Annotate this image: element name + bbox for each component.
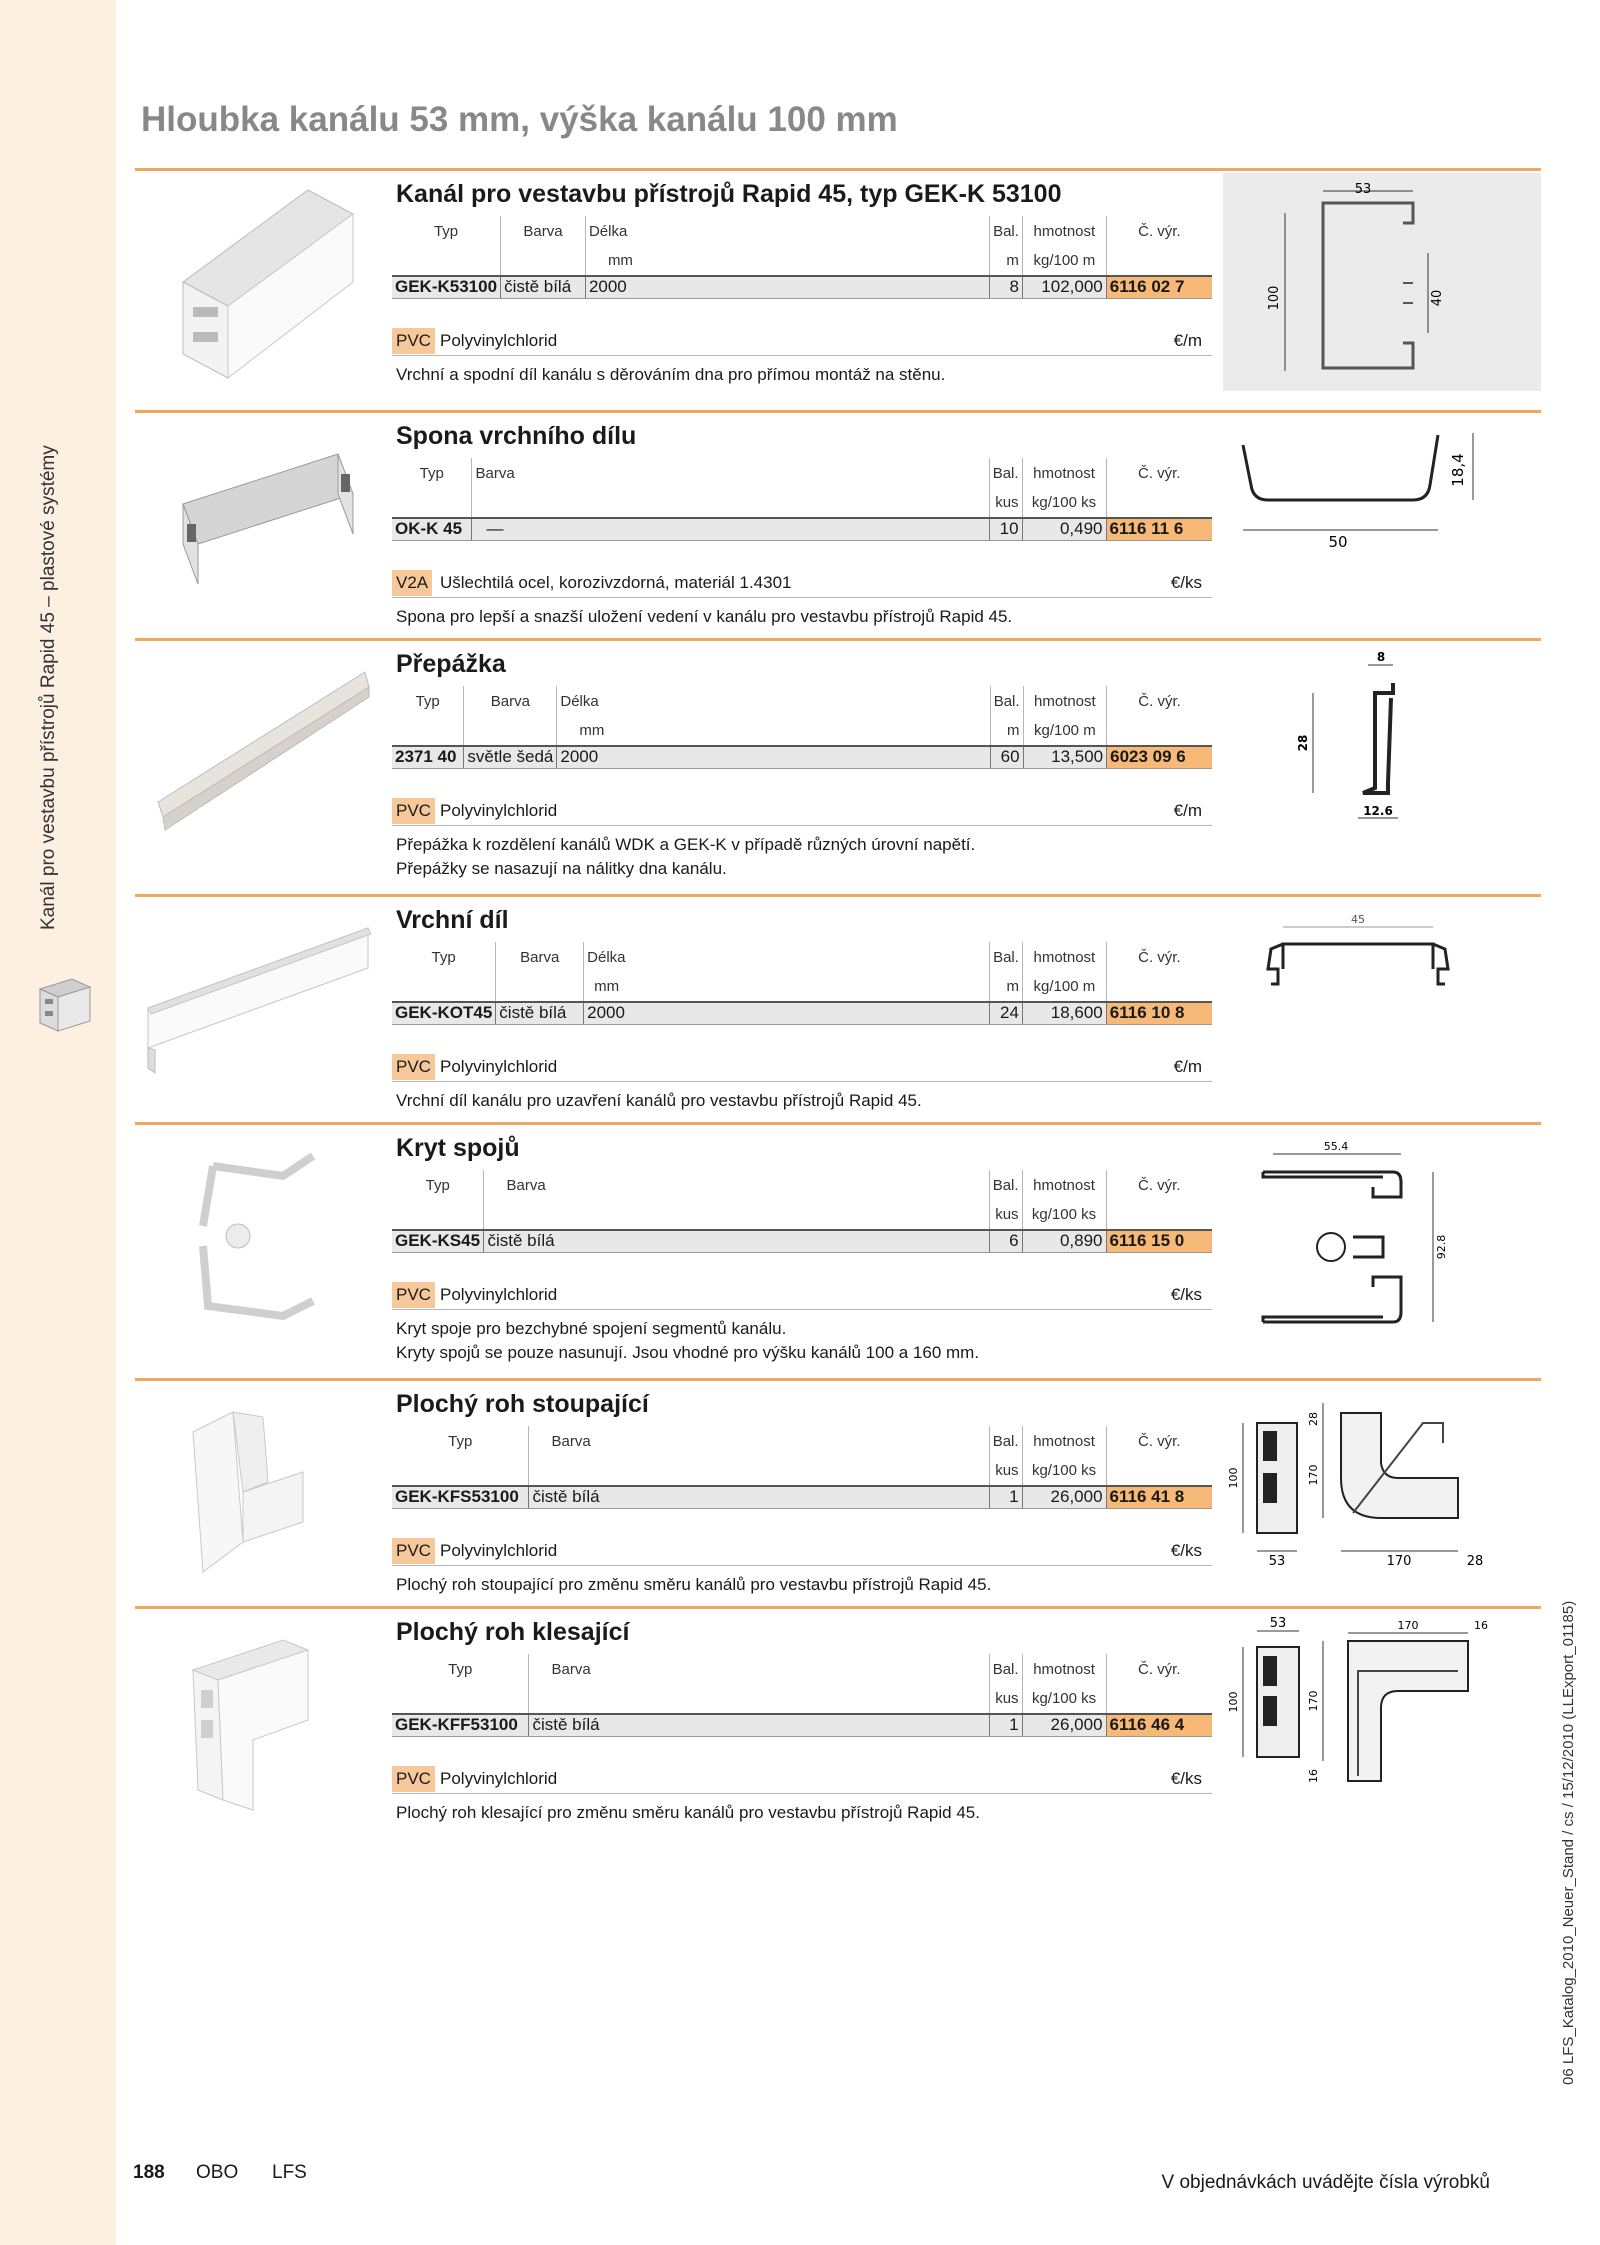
dim-height: 92.8 xyxy=(1435,1234,1448,1260)
divider xyxy=(392,1565,1212,1566)
col-bal: Bal. xyxy=(990,942,1023,972)
product-table xyxy=(392,942,1212,1025)
cell-barva: čistě bílá xyxy=(529,1486,989,1508)
left-color-band xyxy=(0,0,116,2245)
material-code: PVC xyxy=(392,328,435,354)
cell-delka: 2000 xyxy=(557,746,990,768)
material-name: Polyvinylchlorid xyxy=(440,1057,558,1076)
cell-bal: 1 xyxy=(989,1714,1022,1736)
product-section-kryt-spoju xyxy=(135,1122,1541,1362)
cell-typ: OK-K 45 xyxy=(392,518,472,540)
product-section-ok-k45 xyxy=(135,410,1541,638)
price-unit: €/ks xyxy=(1170,1285,1202,1304)
technical-drawing xyxy=(1223,173,1541,391)
description: Kryt spoje pro bezchybné spojení segmentů kanálu. Kryty spojů se pouze nasunují. Jsou vhodné pro výšku kanálů 100 a 160 mm. xyxy=(396,1319,980,1362)
divider xyxy=(392,355,1212,356)
dim-height-a: 100 xyxy=(1227,1467,1240,1489)
dim-end: 16 xyxy=(1474,1619,1488,1632)
col-hmotnost: hmotnost xyxy=(1022,216,1106,246)
cell-bal: 10 xyxy=(989,518,1022,540)
product-table xyxy=(392,686,1212,769)
cell-barva: světle šedá xyxy=(464,746,557,768)
material-code: PVC xyxy=(392,1766,435,1792)
col-bal: Bal. xyxy=(989,1426,1022,1456)
cell-cislo: 6116 46 4 xyxy=(1106,1714,1212,1736)
section-divider xyxy=(135,168,1541,171)
dim-inner: 40 xyxy=(1430,289,1445,307)
product-image-channel xyxy=(143,182,373,388)
col-hmotnost: hmotnost xyxy=(1023,686,1107,716)
material-row xyxy=(392,1054,1212,1080)
technical-drawing xyxy=(1223,415,1541,633)
section-divider xyxy=(135,410,1541,413)
technical-drawing xyxy=(1223,1383,1541,1601)
divider xyxy=(392,1309,1212,1310)
table-row xyxy=(392,276,1212,298)
price-unit: €/m xyxy=(1173,1057,1202,1076)
col-cislo: Č. výr. xyxy=(1106,942,1212,972)
cell-barva: čistě bílá xyxy=(496,1002,584,1024)
dim-end: 28 xyxy=(1466,1554,1484,1569)
divider xyxy=(392,1793,1212,1794)
unit-bal: m xyxy=(990,716,1023,746)
section-title: Kryt spojů xyxy=(396,1134,520,1162)
cell-typ: GEK-K53100 xyxy=(392,276,501,298)
product-section-gek-k53100 xyxy=(135,168,1541,396)
product-image-flat-corner-rising xyxy=(143,1392,373,1598)
product-image-divider xyxy=(143,652,373,858)
unit-bal: kus xyxy=(989,1200,1022,1230)
material-name: Polyvinylchlorid xyxy=(440,1769,558,1788)
table-row xyxy=(392,518,1212,540)
col-barva: Barva xyxy=(501,216,586,246)
material-row xyxy=(392,1538,1212,1564)
product-section-prepazka xyxy=(135,638,1541,878)
col-typ: Typ xyxy=(431,948,456,966)
cell-barva: — xyxy=(472,518,989,540)
product-table xyxy=(392,1654,1212,1737)
cell-bal: 1 xyxy=(989,1486,1022,1508)
cell-typ: GEK-KFF53100 xyxy=(392,1714,529,1736)
col-cislo: Č. výr. xyxy=(1106,216,1212,246)
price-unit: €/m xyxy=(1173,801,1202,820)
unit-bal: m xyxy=(990,246,1023,276)
cell-barva: čistě bílá xyxy=(501,276,586,298)
material-row xyxy=(392,570,1212,596)
cell-hmotnost: 18,600 xyxy=(1022,1002,1106,1024)
dim-vertical: 170 xyxy=(1307,1464,1320,1486)
col-hmotnost: hmotnost xyxy=(1022,458,1106,488)
cell-bal: 24 xyxy=(990,1002,1023,1024)
cell-hmotnost: 0,490 xyxy=(1022,518,1106,540)
dim-top: 8 xyxy=(1376,650,1386,664)
cell-cislo: 6116 10 8 xyxy=(1106,1002,1212,1024)
section-title: Vrchní díl xyxy=(396,906,509,934)
material-row xyxy=(392,1282,1212,1308)
material-code: V2A xyxy=(392,570,432,596)
product-section-roh-klesajici xyxy=(135,1606,1541,1834)
cell-cislo: 6116 15 0 xyxy=(1106,1230,1212,1252)
cell-hmotnost: 26,000 xyxy=(1022,1486,1106,1508)
col-hmotnost: hmotnost xyxy=(1022,1170,1106,1200)
dim-depth: 53 xyxy=(1268,1554,1286,1569)
catalog-name: LFS xyxy=(272,2162,307,2183)
cell-cislo: 6116 02 7 xyxy=(1106,276,1212,298)
material-row xyxy=(392,1766,1212,1792)
col-barva: Barva xyxy=(496,942,584,972)
dim-bottom: 12.6 xyxy=(1363,804,1393,818)
dim-height: 28 xyxy=(1296,734,1310,752)
section-title: Přepážka xyxy=(396,650,506,678)
col-barva: Barva xyxy=(464,686,557,716)
section-divider xyxy=(135,1122,1541,1125)
cell-typ: GEK-KOT45 xyxy=(392,1002,496,1024)
divider xyxy=(392,1081,1212,1082)
cell-cislo: 6023 09 6 xyxy=(1107,746,1212,768)
col-cislo: Č. výr. xyxy=(1106,458,1212,488)
unit-delka: mm xyxy=(557,716,990,746)
description: Vrchní díl kanálu pro uzavření kanálů pro vestavbu přístrojů Rapid 45. xyxy=(396,1091,922,1110)
price-unit: €/m xyxy=(1173,331,1202,350)
col-barva: Barva xyxy=(529,1426,989,1456)
technical-drawing xyxy=(1223,899,1541,1117)
description: Plochý roh klesající pro změnu směru kanálů pro vestavbu přístrojů Rapid 45. xyxy=(396,1803,980,1822)
material-name: Polyvinylchlorid xyxy=(440,1541,558,1560)
col-bal: Bal. xyxy=(989,1654,1022,1684)
section-title: Plochý roh klesající xyxy=(396,1618,630,1646)
material-code: PVC xyxy=(392,798,435,824)
unit-hmotnost: kg/100 ks xyxy=(1022,1684,1106,1714)
col-typ: Typ xyxy=(425,1176,450,1194)
unit-bal: m xyxy=(990,972,1023,1002)
unit-hmotnost: kg/100 m xyxy=(1022,972,1106,1002)
material-name: Polyvinylchlorid xyxy=(440,1285,558,1304)
product-image-joint-cover xyxy=(143,1136,373,1342)
col-typ: Typ xyxy=(419,464,444,482)
section-title: Plochý roh stoupající xyxy=(396,1390,649,1418)
col-typ: Typ xyxy=(433,222,459,240)
dim-width: 45 xyxy=(1351,913,1365,926)
footer-note: V objednávkách uvádějte čísla výrobků xyxy=(1161,2172,1490,2193)
col-typ: Typ xyxy=(448,1432,473,1450)
dim-width: 53 xyxy=(1354,182,1372,197)
cell-barva: čistě bílá xyxy=(484,1230,989,1252)
unit-hmotnost: kg/100 ks xyxy=(1022,1456,1106,1486)
cell-hmotnost: 26,000 xyxy=(1022,1714,1106,1736)
col-barva: Barva xyxy=(529,1654,989,1684)
cell-bal: 6 xyxy=(989,1230,1022,1252)
product-section-vrchni-dil xyxy=(135,894,1541,1122)
product-image-top-part xyxy=(143,908,373,1114)
description: Vrchní a spodní díl kanálu s děrováním dna pro přímou montáž na stěnu. xyxy=(396,365,946,384)
col-typ: Typ xyxy=(448,1660,473,1678)
material-name: Ušlechtilá ocel, korozivzdorná, materiál 1.4301 xyxy=(440,573,792,592)
col-cislo: Č. výr. xyxy=(1106,1654,1212,1684)
col-barva: Barva xyxy=(484,1170,989,1200)
material-name: Polyvinylchlorid xyxy=(440,331,558,350)
section-divider xyxy=(135,1606,1541,1609)
col-cislo: Č. výr. xyxy=(1106,1426,1212,1456)
table-row xyxy=(392,1002,1212,1024)
dim-height: 100 xyxy=(1227,1691,1240,1713)
table-row xyxy=(392,1486,1212,1508)
technical-drawing xyxy=(1223,1127,1541,1345)
dim-bottom: 16 xyxy=(1307,1769,1320,1783)
col-delka: Délka xyxy=(557,686,990,716)
table-row xyxy=(392,1230,1212,1252)
dim-height: 100 xyxy=(1267,285,1282,311)
material-row xyxy=(392,328,1212,354)
cell-hmotnost: 13,500 xyxy=(1023,746,1107,768)
col-bal: Bal. xyxy=(990,216,1023,246)
col-cislo: Č. výr. xyxy=(1107,686,1212,716)
material-name: Polyvinylchlorid xyxy=(440,801,558,820)
table-row xyxy=(392,746,1212,768)
description: Spona pro lepší a snazší uložení vedení v kanálu pro vestavbu přístrojů Rapid 45. xyxy=(396,607,1013,626)
col-cislo: Č. výr. xyxy=(1106,1170,1212,1200)
cell-delka: 2000 xyxy=(585,276,989,298)
table-row xyxy=(392,1714,1212,1736)
technical-drawing xyxy=(1223,643,1541,861)
section-divider xyxy=(135,894,1541,897)
unit-hmotnost: kg/100 m xyxy=(1023,716,1107,746)
product-table xyxy=(392,458,1212,541)
dim-width: 55.4 xyxy=(1323,1140,1349,1153)
product-table xyxy=(392,216,1212,299)
material-code: PVC xyxy=(392,1054,435,1080)
cell-bal: 8 xyxy=(990,276,1023,298)
section-divider xyxy=(135,638,1541,641)
dim-horizontal: 170 xyxy=(1386,1554,1412,1569)
price-unit: €/ks xyxy=(1170,1541,1202,1560)
cell-cislo: 6116 11 6 xyxy=(1106,518,1212,540)
divider xyxy=(392,597,1212,598)
section-divider xyxy=(135,1378,1541,1381)
cell-typ: 2371 40 xyxy=(392,746,464,768)
unit-delka: mm xyxy=(584,972,990,1002)
material-code: PVC xyxy=(392,1538,435,1564)
unit-bal: kus xyxy=(989,1684,1022,1714)
unit-bal: kus xyxy=(989,1456,1022,1486)
dim-top: 28 xyxy=(1307,1412,1320,1426)
cell-bal: 60 xyxy=(990,746,1023,768)
product-table xyxy=(392,1426,1212,1509)
col-bal: Bal. xyxy=(989,1170,1022,1200)
col-typ: Typ xyxy=(415,692,440,710)
brand-name: OBO xyxy=(196,2162,239,2183)
material-code: PVC xyxy=(392,1282,435,1308)
unit-bal: kus xyxy=(989,488,1022,518)
cell-typ: GEK-KFS53100 xyxy=(392,1486,529,1508)
dim-vertical: 170 xyxy=(1307,1690,1320,1712)
price-unit: €/ks xyxy=(1170,1769,1202,1788)
unit-hmotnost: kg/100 ks xyxy=(1022,488,1106,518)
dim-height: 18,4 xyxy=(1449,453,1467,487)
col-bal: Bal. xyxy=(989,458,1022,488)
description: Plochý roh stoupající pro změnu směru kanálů pro vestavbu přístrojů Rapid 45. xyxy=(396,1575,992,1594)
dim-width: 50 xyxy=(1328,533,1348,551)
dim-horizontal: 170 xyxy=(1397,1619,1419,1632)
cell-cislo: 6116 41 8 xyxy=(1106,1486,1212,1508)
col-hmotnost: hmotnost xyxy=(1022,1654,1106,1684)
col-delka: Délka xyxy=(584,942,990,972)
dim-depth: 53 xyxy=(1269,1616,1287,1631)
col-hmotnost: hmotnost xyxy=(1022,1426,1106,1456)
cell-typ: GEK-KS45 xyxy=(392,1230,484,1252)
page-title: Hloubka kanálu 53 mm, výška kanálu 100 mm xyxy=(141,100,898,139)
description: Přepážka k rozdělení kanálů WDK a GEK-K v případě různých úrovní napětí. Přepážky se nasazují na nálitky dna kanálu. xyxy=(396,835,976,878)
col-bal: Bal. xyxy=(990,686,1023,716)
price-unit: €/ks xyxy=(1170,573,1202,592)
material-row xyxy=(392,798,1212,824)
col-barva: Barva xyxy=(472,458,989,488)
cell-hmotnost: 102,000 xyxy=(1022,276,1106,298)
channel-icon xyxy=(34,975,94,1035)
product-image-clip xyxy=(143,424,373,630)
section-title: Spona vrchního dílu xyxy=(396,422,637,450)
divider xyxy=(392,825,1212,826)
page-number: 188 xyxy=(133,2162,165,2183)
technical-drawing xyxy=(1223,1611,1541,1829)
cell-barva: čistě bílá xyxy=(529,1714,989,1736)
unit-hmotnost: kg/100 m xyxy=(1022,246,1106,276)
col-delka: Délka xyxy=(585,216,989,246)
col-hmotnost: hmotnost xyxy=(1022,942,1106,972)
product-table xyxy=(392,1170,1212,1253)
product-section-roh-stoupajici xyxy=(135,1378,1541,1606)
cell-delka: 2000 xyxy=(584,1002,990,1024)
unit-delka: mm xyxy=(585,246,989,276)
section-title: Kanál pro vestavbu přístrojů Rapid 45, typ GEK-K 53100 xyxy=(396,180,1062,208)
cell-hmotnost: 0,890 xyxy=(1022,1230,1106,1252)
unit-hmotnost: kg/100 ks xyxy=(1022,1200,1106,1230)
product-image-flat-corner-falling xyxy=(143,1620,373,1826)
